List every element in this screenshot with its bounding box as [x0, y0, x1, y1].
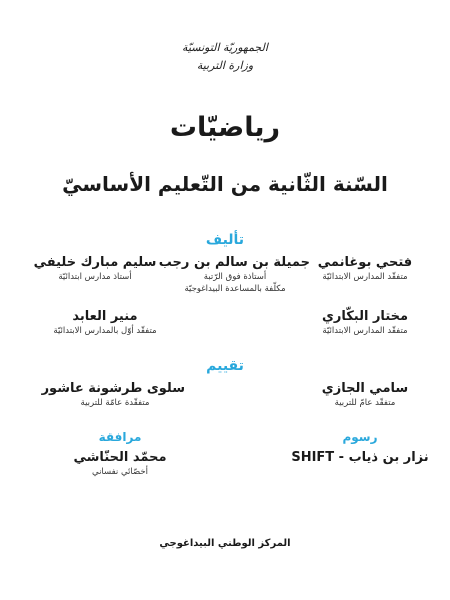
author-role: أستاذة فوق الرّتبة — [203, 272, 267, 282]
psychologist-role: أخصّائي نفساني — [91, 467, 149, 477]
evaluator-name: سلوى طرشونة عاشور — [41, 381, 185, 396]
author-role: متفقّد المدارس الابتدائيّة — [322, 326, 408, 336]
book-subtitle: السّنة الثّانية من التّعليم الأساسيّ — [62, 172, 388, 196]
author-card — [35, 309, 175, 336]
evaluator-name: سامي الجازي — [321, 381, 409, 396]
book-title: رياضيّات — [169, 112, 281, 143]
psychologist-name: محمّد الحنّاشي — [73, 450, 167, 465]
author-role: متفقّد أوّل بالمدارس الابتدائيّة — [53, 326, 157, 336]
drawings-block — [285, 430, 435, 465]
author-name: جميلة بن سالم بن رجب — [158, 255, 310, 270]
author-role: متفقّد المدارس الابتدائيّة — [322, 272, 408, 282]
author-role: مكلّفة بالمساعدة البيداغوجيّة — [184, 284, 286, 294]
ministry-header: وزارة التربية — [196, 59, 254, 72]
author-card — [160, 255, 310, 294]
evaluator-role: متفقّدة عامّة للتربية — [80, 398, 150, 408]
accompaniment-heading: مرافقة — [98, 430, 142, 444]
evaluator-card — [41, 381, 185, 408]
publisher-footer: المركز الوطني البيداغوجي — [159, 538, 291, 549]
accompaniment-block — [70, 430, 170, 477]
evaluator-card — [305, 381, 425, 408]
author-card — [305, 255, 425, 282]
author-card — [30, 255, 160, 282]
author-role: أستاذ مدارس ابتدائيّة — [58, 272, 132, 282]
author-name: منير العابد — [72, 309, 138, 324]
republic-header: الجمهوريّة التونسيّة — [182, 41, 268, 54]
author-name: مختار البكّاري — [321, 309, 409, 324]
author-name: سليم مبارك خليفي — [33, 255, 157, 270]
evaluator-role: متفقّد عامّ للتربية — [334, 398, 396, 408]
illustrator-name: نزار بن ذياب - SHIFT — [291, 450, 429, 465]
authoring-heading: تأليف — [205, 232, 245, 248]
evaluation-heading: تقييم — [206, 358, 244, 374]
author-name: فتحي بوغانمي — [317, 255, 413, 270]
author-card — [300, 309, 430, 336]
drawings-heading: رسوم — [342, 430, 378, 444]
